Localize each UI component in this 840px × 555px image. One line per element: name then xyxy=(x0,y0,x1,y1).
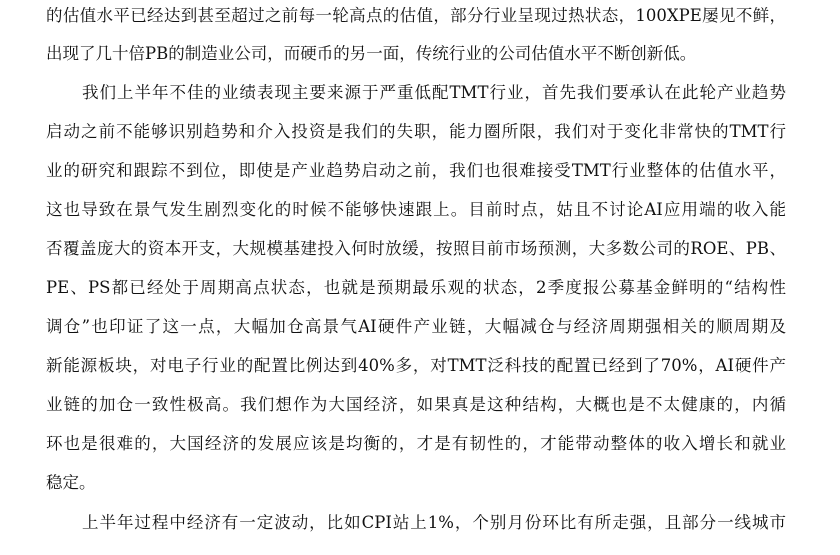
paragraph-line: 出现了几十倍PB的制造业公司，而硬币的另一面，传统行业的公司估值水平不断创新低。 xyxy=(46,44,697,63)
paragraph-line: PE、PS都已经处于周期高点状态，也就是预期最乐观的状态，2季度报公募基金鲜明的“结构性 xyxy=(46,278,786,297)
paragraph-line: 否覆盖庞大的资本开支，大规模基建投入何时放缓，按照目前市场预测，大多数公司的ROE、PB、 xyxy=(46,239,786,258)
paragraph-line: 稳定。 xyxy=(46,473,96,492)
paragraph-line: 环也是很难的，大国经济的发展应该是均衡的，才是有韧性的，才能带动整体的收入增长和就业 xyxy=(46,434,786,453)
paragraph-line: 业链的加仓一致性极高。我们想作为大国经济，如果真是这种结构，大概也是不太健康的，内循 xyxy=(46,395,786,414)
paragraph-line: 上半年过程中经济有一定波动，比如CPI站上1%，个别月份环比有所走强，且部分一线城市 xyxy=(82,513,786,532)
paragraph-line: 调仓”也印证了这一点，大幅加仓高景气AI硬件产业链，大幅减仓与经济周期强相关的顺周期及 xyxy=(46,317,786,336)
paragraph-line: 这也导致在景气发生剧烈变化的时候不能够快速跟上。目前时点，姑且不讨论AI应用端的收入能 xyxy=(46,200,786,219)
paragraph-line: 启动之前不能够识别趋势和介入投资是我们的失职，能力圈所限，我们对于变化非常快的TMT行 xyxy=(46,122,786,141)
paragraph-line: 业的研究和跟踪不到位，即使是产业趋势启动之前，我们也很难接受TMT行业整体的估值水平， xyxy=(46,161,786,180)
paragraph-line: 的估值水平已经达到甚至超过之前每一轮高点的估值，部分行业呈现过热状态，100XPE屡见不鲜， xyxy=(46,6,786,25)
paragraph-line: 新能源板块，对电子行业的配置比例达到40%多，对TMT泛科技的配置已经到了70%，AI硬件产 xyxy=(46,356,786,375)
document-page xyxy=(46,0,786,555)
paragraph-line: 我们上半年不佳的业绩表现主要来源于严重低配TMT行业，首先我们要承认在此轮产业趋势 xyxy=(82,83,786,102)
